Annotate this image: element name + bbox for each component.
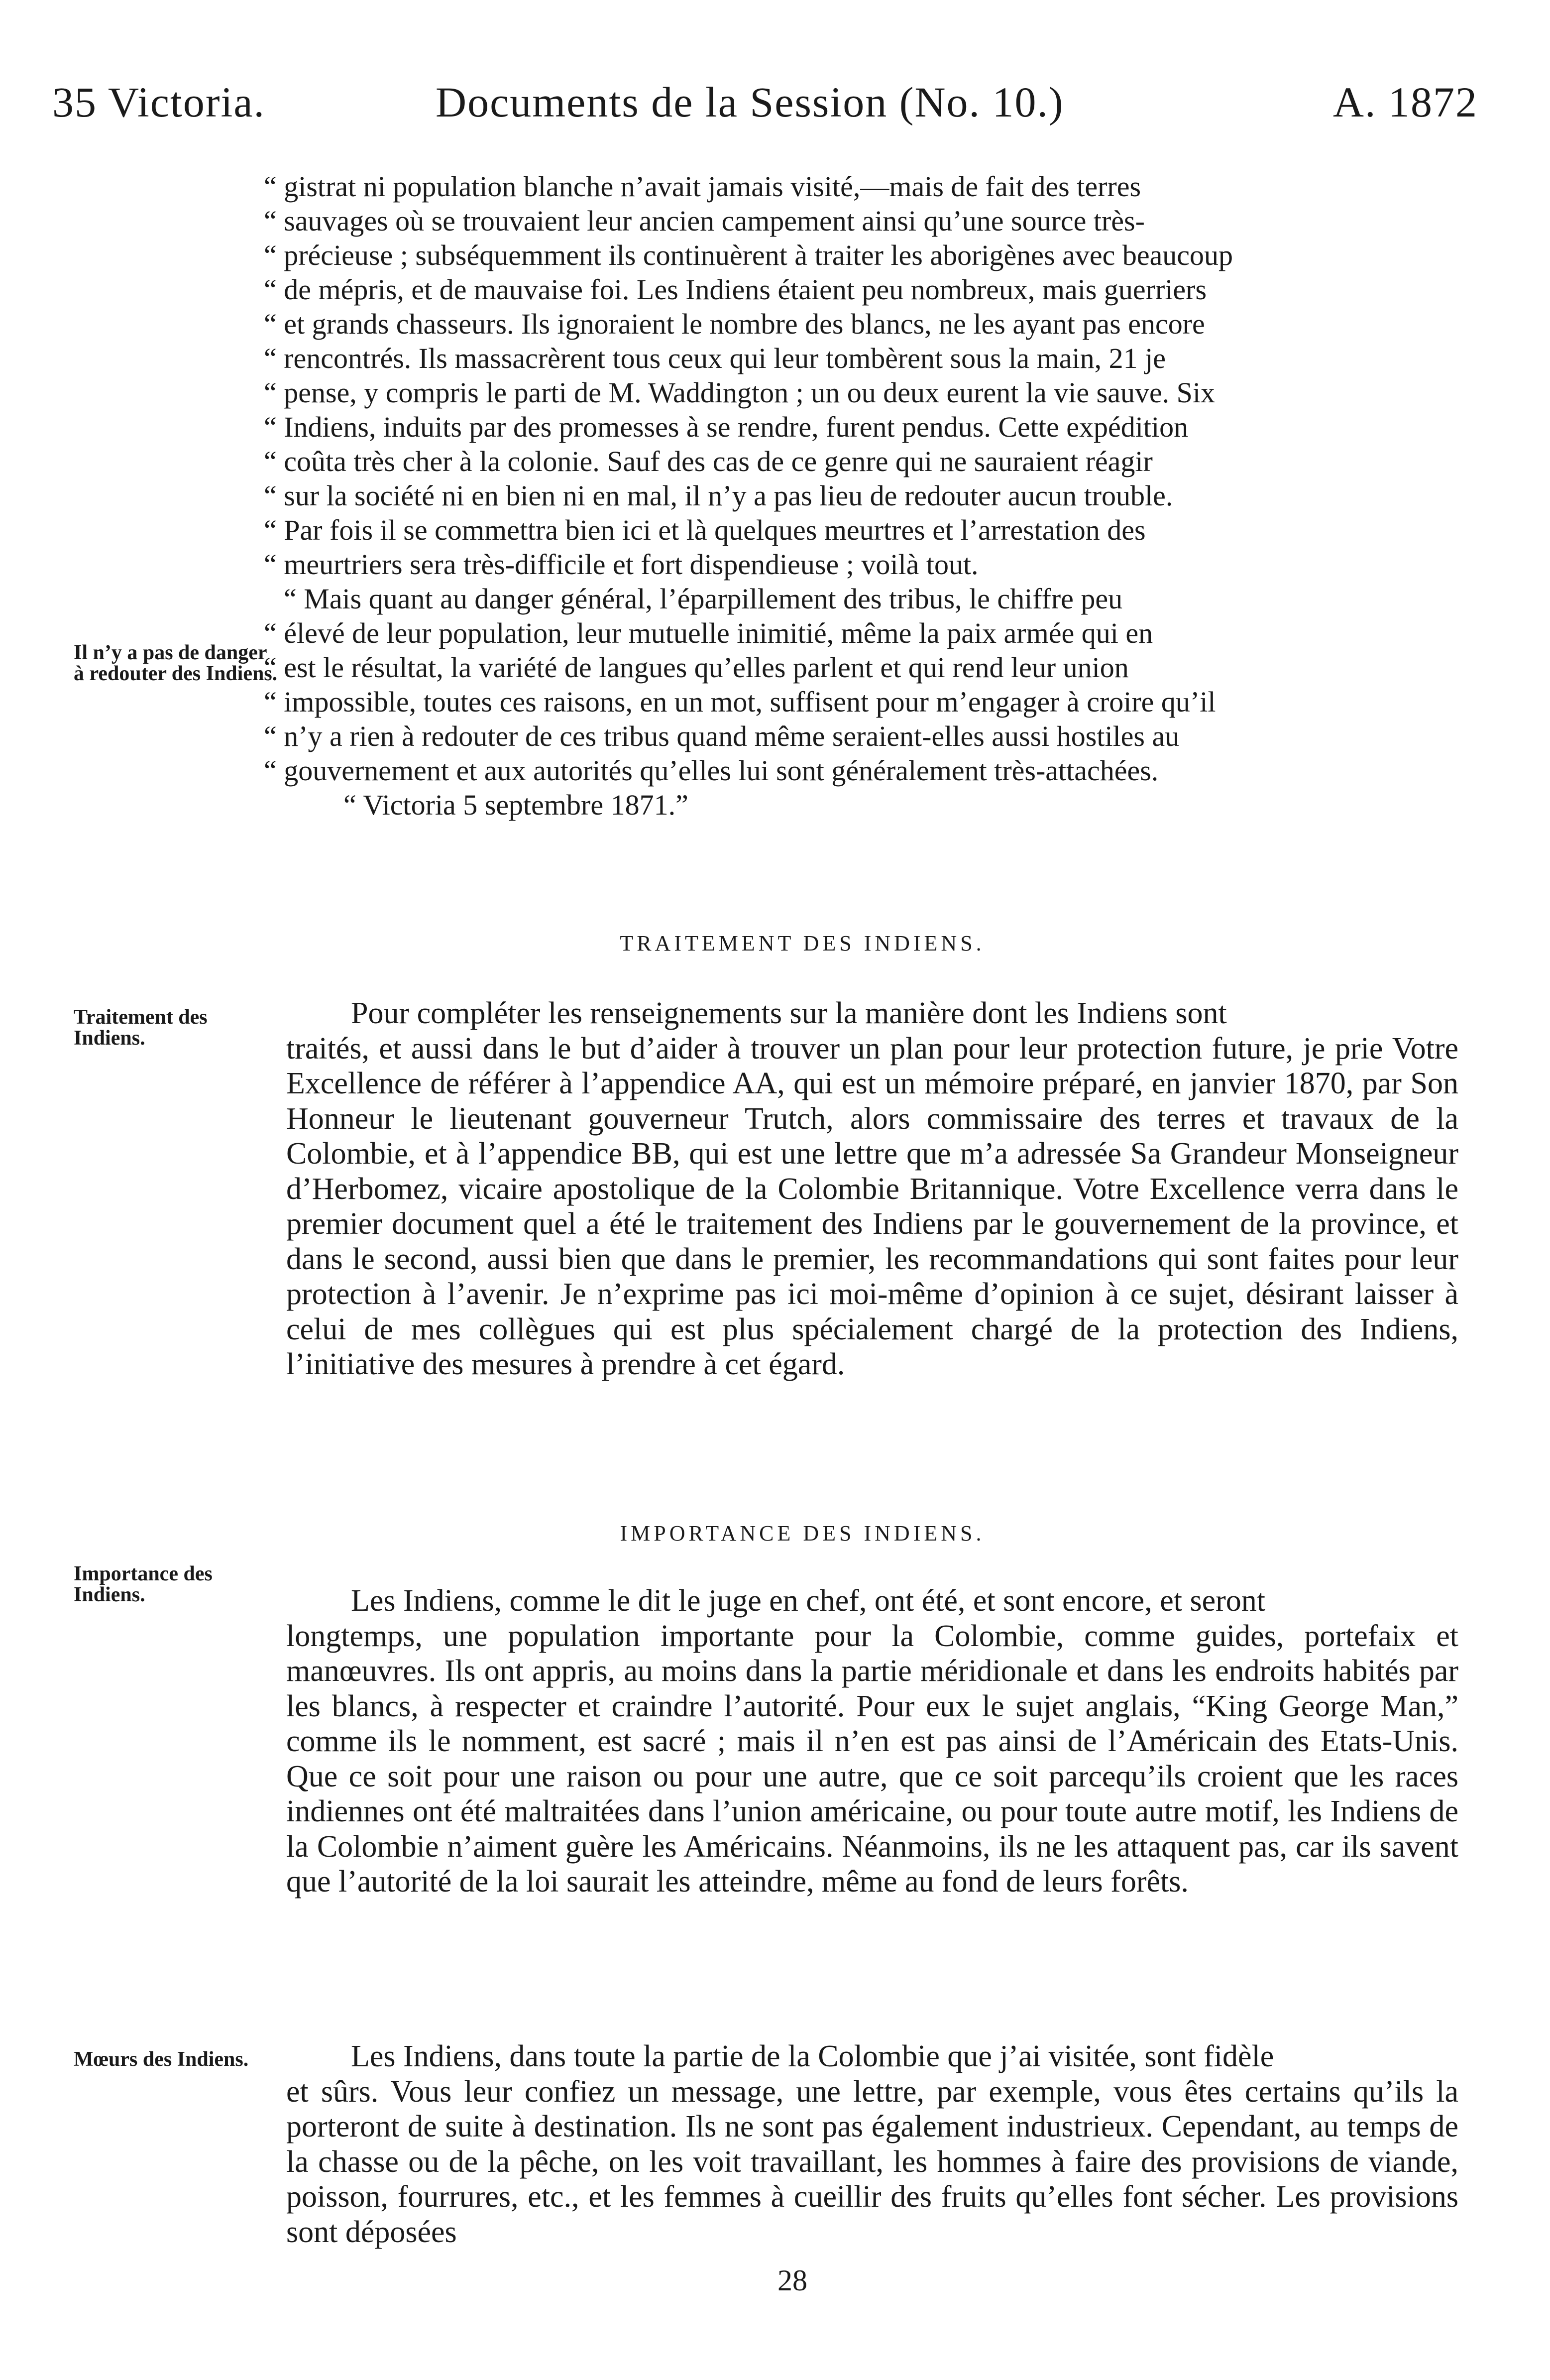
paragraph-first-line: Pour compléter les renseignements sur la manière dont les Indiens sont: [351, 996, 1227, 1030]
quote-line: “ impossible, toutes ces raisons, en un mot, suffisent pour m’engager à croire qu’il: [264, 686, 1216, 718]
quote-line: “ élevé de leur population, leur mutuelle inimitié, même la paix armée qui en: [264, 617, 1153, 649]
quote-line: “ meurtriers sera très-difficile et fort dispendieuse ; voilà tout.: [264, 548, 979, 581]
quote-line: “ coûta très cher à la colonie. Sauf des cas de ce genre qui ne sauraient réagir: [264, 445, 1153, 477]
section-heading-importance: IMPORTANCE DES INDIENS.: [620, 1521, 985, 1546]
header-title: Documents de la Session (No. 10.): [436, 78, 1064, 126]
sidenote-danger: Il n’y a pas de danger à redouter des Indiens.: [74, 641, 278, 685]
quoted-letter: [264, 169, 1458, 822]
quote-line: “ et grands chasseurs. Ils ignoraient le nombre des blancs, ne les ayant pas encore: [264, 308, 1205, 340]
quote-line: “ n’y a rien à redouter de ces tribus quand même seraient-elles aussi hostiles au: [264, 720, 1180, 752]
quote-line: “ gistrat ni population blanche n’avait jamais visité,—mais de fait des terres: [264, 170, 1141, 203]
quote-line: “ sauvages où se trouvaient leur ancien campement ainsi qu’une source très-: [264, 205, 1145, 237]
sidenote-importance: Importance des Indiens.: [74, 1562, 213, 1606]
paragraph-first-line: Les Indiens, dans toute la partie de la Colombie que j’ai visitée, sont fidèle: [351, 2039, 1274, 2073]
paragraph-moeurs: [286, 2039, 1458, 2250]
paragraph-traitement: [286, 996, 1458, 1382]
quote-signature: “ Victoria 5 septembre 1871.”: [343, 789, 688, 821]
header-year: A. 1872: [1332, 78, 1478, 126]
quote-line: “ rencontrés. Ils massacrèrent tous ceux qui leur tombèrent sous la main, 21 je: [264, 342, 1166, 374]
quote-line: “ pense, y compris le parti de M. Waddington ; un ou deux eurent la vie sauve. Six: [264, 376, 1216, 409]
paragraph-importance: [286, 1583, 1458, 1900]
running-header: [52, 75, 1478, 134]
section-heading-traitement: TRAITEMENT DES INDIENS.: [620, 931, 985, 955]
quote-line: “ gouvernement et aux autorités qu’elles lui sont généralement très-attachées.: [264, 754, 1159, 787]
quote-line: “ Indiens, induits par des promesses à se rendre, furent pendus. Cette expédition: [264, 411, 1189, 443]
quote-line: “ de mépris, et de mauvaise foi. Les Indiens étaient peu nombreux, mais guerriers: [264, 273, 1207, 306]
quote-line: “ Mais quant au danger général, l’éparpillement des tribus, le chiffre peu: [284, 583, 1123, 615]
quote-line: “ Par fois il se commettra bien ici et là quelques meurtres et l’arrestation des: [264, 514, 1146, 546]
paragraph-first-line: Les Indiens, comme le dit le juge en chef, ont été, et sont encore, et seront: [351, 1584, 1265, 1618]
quote-line: “ sur la société ni en bien ni en mal, il n’y a pas lieu de redouter aucun trouble.: [264, 479, 1173, 512]
paragraph-body: et sûrs. Vous leur confiez un message, une lettre, par exemple, vous êtes certains qu’ils la porteront de suite à destination. Ils ne sont pas également industrieux. Cependant, au temps de la chasse ou de la pêche, on les voit travaillant, les hommes à faire des provisions de viande, poisson, fourrures, etc., et les femmes à cueillir des fruits qu’elles font sécher. Les provisions sont déposées: [286, 2074, 1458, 2249]
quote-line: “ précieuse ; subséquemment ils continuèrent à traiter les aborigènes avec beaucoup: [264, 239, 1233, 271]
paragraph-body: longtemps, une population importante pour la Colombie, comme guides, portefaix et manœuvres. Ils ont appris, au moins dans la partie méridionale et dans les endroits habités par les blancs, à respecter et craindre l’autorité. Pour eux le sujet anglais, “King George Man,” comme ils le nomment, est sacré ; mais il n’en est pas ainsi de l’Américain des Etats-Unis. Que ce soit pour une raison ou pour une autre, que ce soit parcequ’ils croient que les races indiennes ont été maltraitées dans l’union américaine, ou pour toute autre motif, les Indiens de la Colombie n’aiment guère les Américains. Néanmoins, ils ne les attaquent pas, car ils savent que l’autorité de la loi saurait les atteindre, même au fond de leurs forêts.: [286, 1619, 1458, 1899]
sidenote-traitement: Traitement des Indiens.: [74, 1006, 208, 1050]
sidenote-moeurs: Mœurs des Indiens.: [74, 2048, 249, 2071]
paragraph-body: traités, et aussi dans le but d’aider à trouver un plan pour leur protection future, je prie Votre Excellence de référer à l’appendice AA, qui est un mémoire préparé, en janvier 1870, par Son Honneur le lieutenant gouverneur Trutch, alors commissaire des terres et travaux de la Colombie, et à l’appendice BB, qui est une lettre que m’a adressée Sa Grandeur Monseigneur d’Herbomez, vicaire apostolique de la Colombie Britannique. Votre Excellence verra dans le premier document quel a été le traitement des Indiens par le gouvernement de la province, et dans le second, aussi bien que dans le premier, les recommandations qui sont faites pour leur protection à l’avenir. Je n’exprime pas ici moi-même d’opinion à ce sujet, désirant laisser à celui de mes collègues qui est plus spécialement chargé de la protection des Indiens, l’initiative des mesures à prendre à cet égard.: [286, 1031, 1458, 1381]
quote-line: “ est le résultat, la variété de langues qu’elles parlent et qui rend leur union: [264, 651, 1129, 684]
page-number: 28: [777, 2264, 807, 2297]
header-session: 35 Victoria.: [52, 78, 266, 126]
